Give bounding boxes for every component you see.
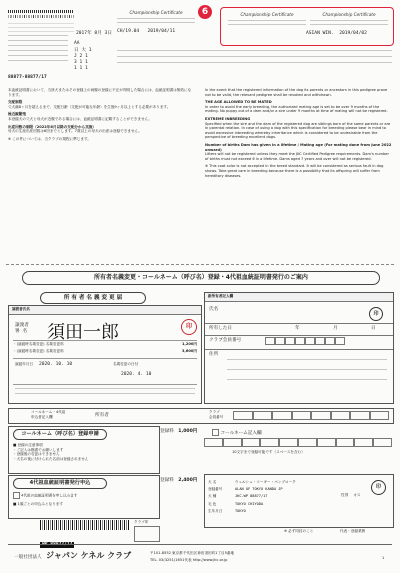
transferor-signature[interactable]: 須田一郎 (47, 322, 119, 343)
en-age-text: In order to avoid the early breeding, the authorized mating age is set to be over 9 months of the mating. No puppy out of a dam and/or a sire under 9 months at time of mating will not be registered. (205, 104, 388, 114)
callname-fee (160, 429, 197, 435)
callname-checkbox-label: コールネーム記入欄 (220, 431, 262, 436)
footer-org-name: ジャパン ケネル クラブ (46, 551, 132, 560)
dog-label-name: 犬 名 (208, 480, 217, 484)
footer-org (14, 553, 131, 561)
date2-label: 名義変更の日付 (113, 362, 139, 366)
new-owner-form (204, 292, 394, 404)
fee-list (13, 342, 197, 353)
new-owner-club-label: クラブ会員番号 (209, 338, 242, 343)
new-owner-date-day: 日 (371, 326, 376, 331)
fee1-value: 1,200円 (182, 342, 197, 346)
dog-seal-icon: 印 (371, 480, 386, 495)
en-inbreeding-text: Specified when the sire and the dam of the registered dog are siblings born of the same parents or are in parental relation. In case of using a dog with this specification for breeding please bear in mind to avoid excessive inbreeding whereby inheritance which is considered to be undesirable from the perspective of breeding excellent dogs. (205, 121, 391, 140)
barcode-header (8, 10, 74, 32)
owner-change-form (8, 305, 202, 404)
owner-form-lines (15, 388, 195, 394)
jp-intro: 本血統証明書において、当該犬またはその登録上の両親の登録に不正が判明した場合には、血統証明書は無効になります。 (8, 88, 192, 97)
callname-hint: 10文字まで登録可能です（スペースを含む） (232, 450, 305, 454)
dog-info-labels (208, 479, 222, 515)
jp-births-title: 出産回数の制限（2022年6月以降の交配分から実施） (8, 124, 96, 129)
callname-checkbox[interactable] (212, 429, 219, 436)
dog-sex-label: 性別 (341, 493, 349, 497)
en-intro: In the event that the registered information of the dog its parents or ancestors in this pedigree prove not to be valid, the relevant pedigree shall be revoked and withdrawn. (205, 88, 388, 97)
dog-label-breed: 犬 種 (208, 494, 217, 499)
jp-note: ※ この件については、当クラブの規程に準じます。 (8, 136, 91, 141)
applicant-club-label: クラブ 会員番号 (209, 410, 224, 419)
en-births-text: Litters will not be registered unless they meet the JKC Certified Pedigree requirements. Dam's number of births must not exceed 6 in a lifetime. Dams aged 7 years and over will not be registered. (205, 152, 389, 161)
pedigree-fee-value: 2,400円 (178, 478, 198, 483)
en-note: ※ This coat color is not accepted in the breed standard. It will be considered as serious fault in dog shows. Take great care in breeding because there is a possibility that its offspring will suffer from hereditary diseases. (205, 164, 384, 178)
certificate-1-code: CH/19.04 (117, 29, 140, 34)
new-owner-name-label: 氏名 (209, 307, 219, 312)
callname-checkbox-row[interactable] (212, 429, 262, 437)
certificate-1-date: 2019/04/11 (147, 29, 176, 34)
dog-sex-value: オス (353, 493, 361, 497)
address-lines[interactable] (227, 359, 387, 380)
callname-input-boxes[interactable] (204, 438, 392, 447)
jp-inbreeding-text: 本登録犬の父犬と母犬が近親である場合には、血統証明書に記載することができません。 (8, 116, 152, 121)
new-owner-date-label: 所有した日 (209, 326, 232, 331)
code-label: AA (74, 41, 80, 46)
certificate-3-date: 2019/04/02 (339, 31, 367, 36)
footer-org-prefix: 一般社団法人 (14, 555, 42, 560)
transferor-header: 譲渡者氏名 (9, 306, 201, 315)
applicant-club-boxes[interactable] (233, 411, 389, 420)
issue-date: 2017年 8月 3日 (76, 31, 112, 36)
certificate-3-date-line (306, 31, 367, 37)
registration-number: 88877-88877/17 (8, 75, 47, 80)
new-owner-date-year: 年 (295, 326, 300, 331)
en-age-title: THE AGE ALLOWED TO BE MATED (205, 100, 272, 105)
notes-japanese (8, 88, 194, 141)
pedigree-apply-row[interactable] (13, 492, 77, 499)
callname-applicant-row (8, 408, 394, 424)
step-badge: 6 (198, 5, 212, 19)
jp-inbreeding-title: 極近親繁殖 (8, 112, 26, 117)
dog-color: TOKYO CHIYODA (235, 501, 264, 506)
applicant-owner-label: 所有者 (95, 413, 109, 418)
certificate-1 (117, 10, 195, 35)
new-owner-header: 新所有者記入欄 (205, 293, 393, 302)
seal-stamp-icon: 印 (181, 319, 197, 335)
certificate-3-code: ASIAN WIN. (306, 31, 334, 36)
dog-reg: JKC-WP 88877/17 (235, 494, 268, 499)
dog-footer-right: 代表・登録業務 (340, 529, 366, 533)
club-number-boxes[interactable] (265, 337, 345, 345)
footer-tel: TEL. 03(3251)1651代表 http://www.jkc.or.jp (150, 558, 228, 562)
dog-label-reg: 登録番号 (208, 487, 223, 492)
club-stamp-box (134, 526, 160, 542)
top-rule-lines (117, 50, 392, 63)
pedigree-title: 4代祖血統証明書発行申込 (13, 478, 107, 489)
applicant-label: コールネーム・4代祖 申込者記入欄 (31, 410, 66, 419)
certificate-1-title: Championship Certificate (129, 10, 183, 15)
code-row-3: 3 1 1 (74, 60, 88, 65)
dog-dob: TOKYO (235, 508, 246, 513)
main-title: 所有者名義変更・コールネーム（呼び名）登録・4代祖血統証明書発行のご案内 (22, 271, 380, 285)
dog-info (204, 474, 394, 528)
dog-footer-left: ※ 必ず同封のこと (284, 529, 314, 533)
dog-sex (341, 493, 361, 498)
callname-fee-label: 登録料 (160, 429, 174, 434)
code-row-1: 日 大 1 (74, 48, 92, 53)
jp-mating-title: 交配制限 (8, 100, 23, 105)
dog-label-color: 毛 色 (208, 501, 217, 506)
certificate-2-title: Championship Certificate (240, 12, 294, 17)
date-label: 譲渡年月日 (15, 362, 33, 366)
fee1-label: ・(譲渡時名義変更) 名義変更料 (13, 342, 64, 346)
certificate-3 (310, 12, 388, 25)
left-text-lines (8, 31, 68, 61)
code-row-4: 1 1 1 (74, 66, 88, 71)
cut-line (6, 264, 394, 265)
date-value[interactable]: 2020. 10. 10 (39, 362, 73, 367)
transferor-label: 譲渡者 署 名 (15, 323, 29, 334)
dog-name: ALAN OF TOKYO KANDA JP (235, 487, 283, 492)
pedigree-fee (160, 478, 197, 484)
barcode-icon (40, 520, 130, 530)
certificate-3-title: Championship Certificate (322, 12, 376, 17)
jp-births-text: 母犬の生涯出産回数は6回までとします。7歳以上の母犬の出産は登録できません。 (8, 129, 142, 134)
pedigree-fee-label: 登録料 (160, 478, 174, 483)
pedigree-section (8, 475, 160, 519)
footer-address: 〒101-8552 東京都千代田区神田須田町1丁目5番地 (150, 551, 235, 555)
en-inbreeding-title: EXTREME INBREEDING (205, 116, 251, 121)
jp-mating-text: 父犬満8ヶ月を超えるまで、交配日齢（交配が可能な年齢）を生後9ヶ月以上とする必要があります。 (8, 104, 171, 109)
pedigree-note: 4代祖の血統証明書を申し込みます (21, 493, 78, 498)
dog-info-values (235, 479, 296, 515)
callname-section (8, 426, 160, 474)
club-stamp-label: クラブ印 (134, 520, 149, 524)
en-births-title: Number of births Dam has given in a lifetime / Mating age (For mating done from June 2022 onward) (205, 142, 392, 152)
callname-notes: ■ 登録の注意事項 ・ご記入は楷書でお願いします ・登録後の変更はできません ・犬名の後に付けられた名前は登録されません (13, 443, 89, 461)
certificate-2 (228, 12, 306, 25)
new-owner-address-label: 住所 (209, 352, 219, 357)
new-owner-date-month: 月 (333, 326, 338, 331)
notes-english (205, 88, 392, 178)
dog-breed: ウェルシュ・コーギー・ペンブローク (235, 480, 296, 484)
code-row-2: J 2 1 (74, 54, 88, 59)
date2-value[interactable]: 2020. 4. 10 (121, 372, 152, 377)
owner-change-title: 所 有 者 名 義 変 更 届 (40, 292, 146, 304)
barcode-text: WP 88877/17 (42, 542, 73, 547)
footer-page: 1 (382, 556, 385, 560)
fee2-value: 3,600円 (182, 348, 197, 353)
fee2-label: ・(譲渡時名義変更) 名義変更料 (13, 348, 64, 353)
pedigree-checkbox[interactable] (13, 492, 20, 499)
new-owner-seal-icon: 印 (369, 307, 383, 321)
footer-rule (8, 544, 392, 545)
dog-info-footer (204, 527, 392, 536)
callname-fee-value: 1,000円 (178, 429, 198, 434)
callname-title: コールネーム（呼び名）登録申請 (13, 429, 107, 440)
pedigree-sub: ■ 1頭ごとの申込みとなります (13, 502, 63, 506)
dog-label-dob: 生年月日 (208, 508, 223, 513)
